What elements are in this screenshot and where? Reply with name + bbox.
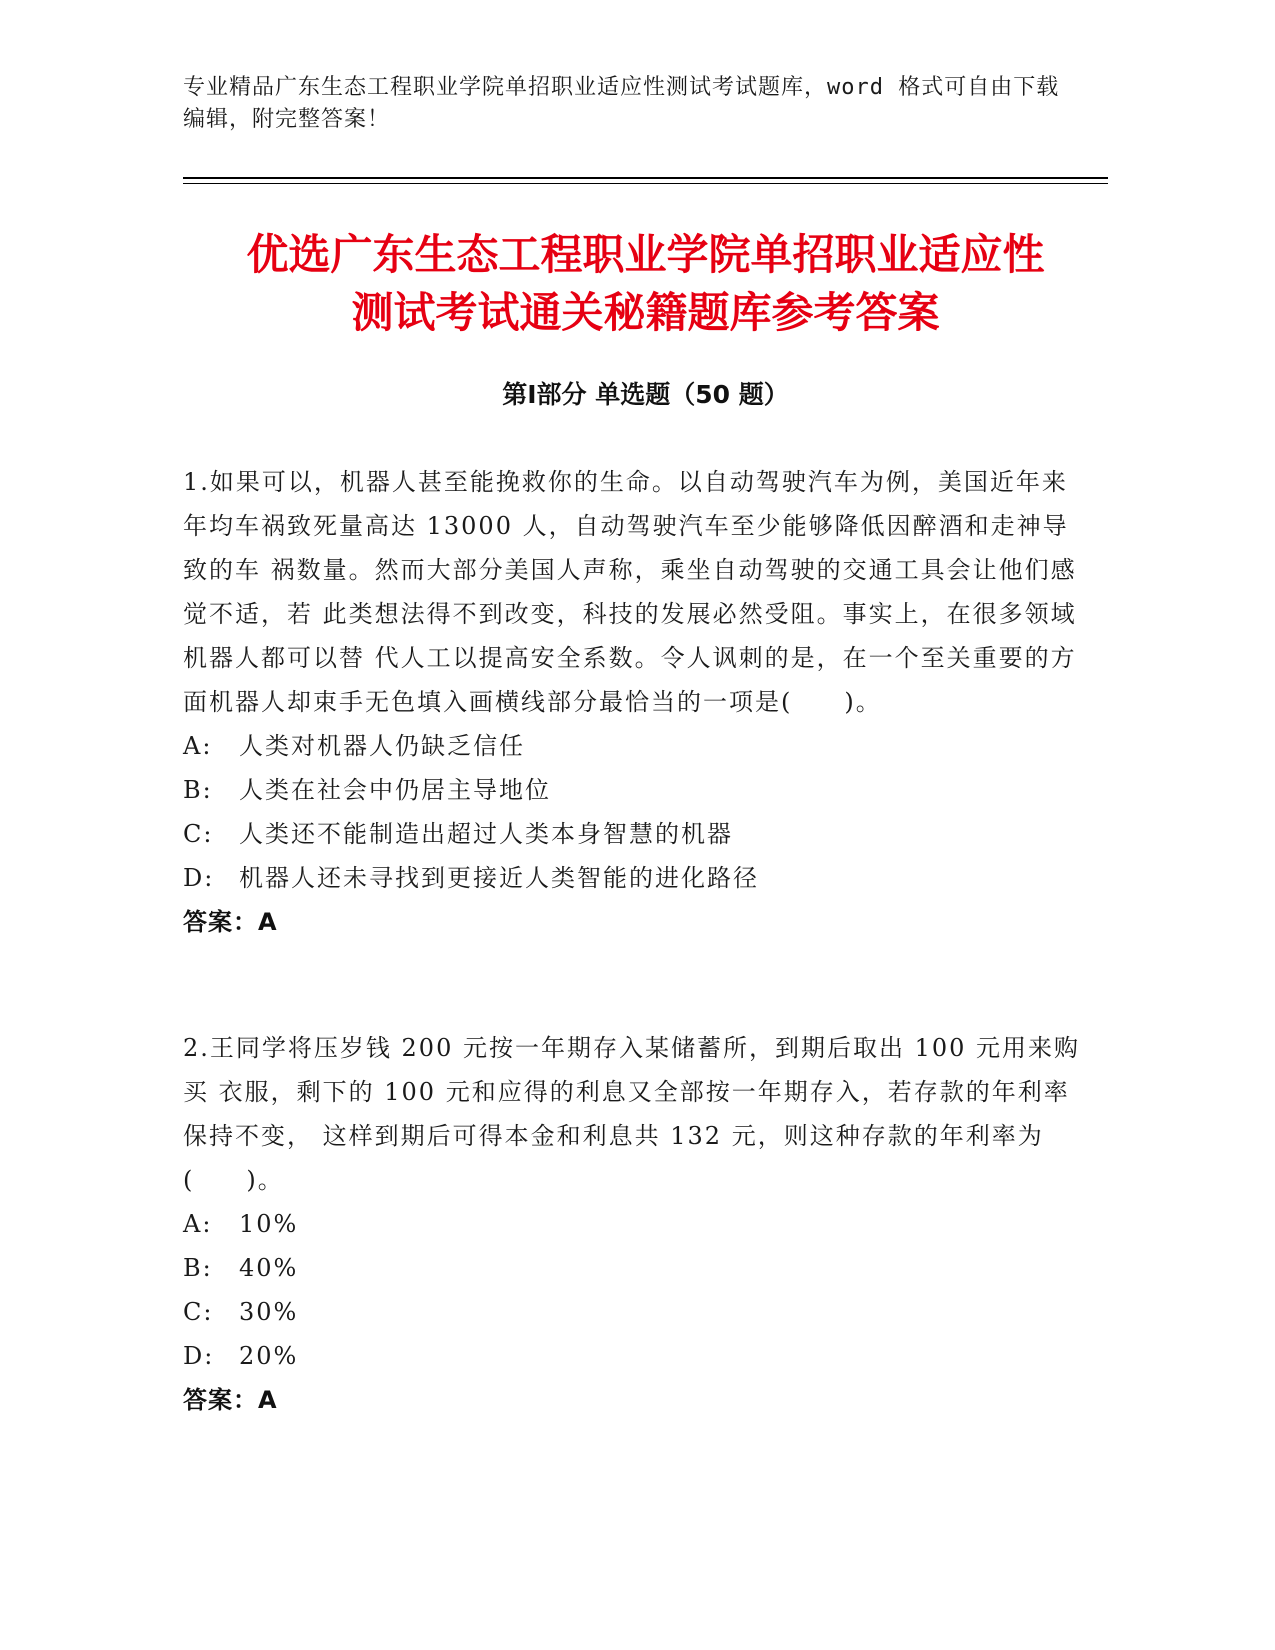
document-title-line-2: 测试考试通关秘籍题库参考答案 <box>351 288 940 337</box>
option-letter: B: <box>183 776 213 804</box>
option-a <box>183 724 1083 768</box>
option-text: 30% <box>239 1298 299 1326</box>
header-rule-thick <box>183 177 1108 179</box>
option-letter: B: <box>183 1254 213 1282</box>
option-text: 人类还不能制造出超过人类本身智慧的机器 <box>239 820 733 848</box>
option-text: 20% <box>239 1342 299 1370</box>
option-text: 人类在社会中仍居主导地位 <box>239 776 551 804</box>
option-text: 10% <box>239 1210 299 1238</box>
option-d <box>183 1334 1083 1378</box>
option-text: 40% <box>239 1254 299 1282</box>
answer-line: 答案：A <box>183 908 278 936</box>
document-title-line-1: 优选广东生态工程职业学院单招职业适应性 <box>246 230 1045 279</box>
option-b <box>183 768 1083 812</box>
option-c <box>183 1290 1083 1334</box>
option-d <box>183 856 1083 900</box>
option-letter: A: <box>183 732 213 760</box>
option-a <box>183 1202 1083 1246</box>
option-text: 机器人还未寻找到更接近人类智能的进化路径 <box>239 864 759 892</box>
option-letter: D: <box>183 864 215 892</box>
header-note: 专业精品广东生态工程职业学院单招职业适应性测试考试题库，word 格式可自由下载编辑，附完整答案！ <box>183 75 1060 132</box>
option-c <box>183 812 1083 856</box>
question-1 <box>183 460 1083 944</box>
option-letter: D: <box>183 1342 215 1370</box>
option-b <box>183 1246 1083 1290</box>
question-2 <box>183 1026 1083 1422</box>
section-heading: 第Ⅰ部分 单选题（50 题） <box>502 380 789 409</box>
answer-line: 答案：A <box>183 1386 278 1414</box>
question-stem: 2.王同学将压岁钱 200 元按一年期存入某储蓄所，到期后取出 100 元用来购买 衣服，剩下的 100 元和应得的利息又全部按一年期存入，若存款的年利率保持不变， 这样到期后可得本金和利息共 132 元，则这种存款的年利率为( )。 <box>183 1034 1081 1194</box>
option-text: 人类对机器人仍缺乏信任 <box>239 732 525 760</box>
question-stem: 1.如果可以，机器人甚至能挽救你的生命。以自动驾驶汽车为例，美国近年来 年均车祸致死量高达 13000 人，自动驾驶汽车至少能够降低因醉酒和走神导致的车 祸数量。然而大部分美国人声称，乘坐自动驾驶的交通工具会让他们感觉不适，若 此类想法得不到改变，科技的发展必然受阻。事实上，在很多领域机器人都可以替 代人工以提高安全系数。令人讽刺的是，在一个至关重要的方面机器人却束手无色填入画横线部分最恰当的一项是( )。 <box>183 468 1078 716</box>
header-rule-thin <box>183 183 1108 184</box>
document-title <box>183 226 1108 342</box>
option-letter: C: <box>183 1298 214 1326</box>
option-letter: A: <box>183 1210 213 1238</box>
option-letter: C: <box>183 820 214 848</box>
